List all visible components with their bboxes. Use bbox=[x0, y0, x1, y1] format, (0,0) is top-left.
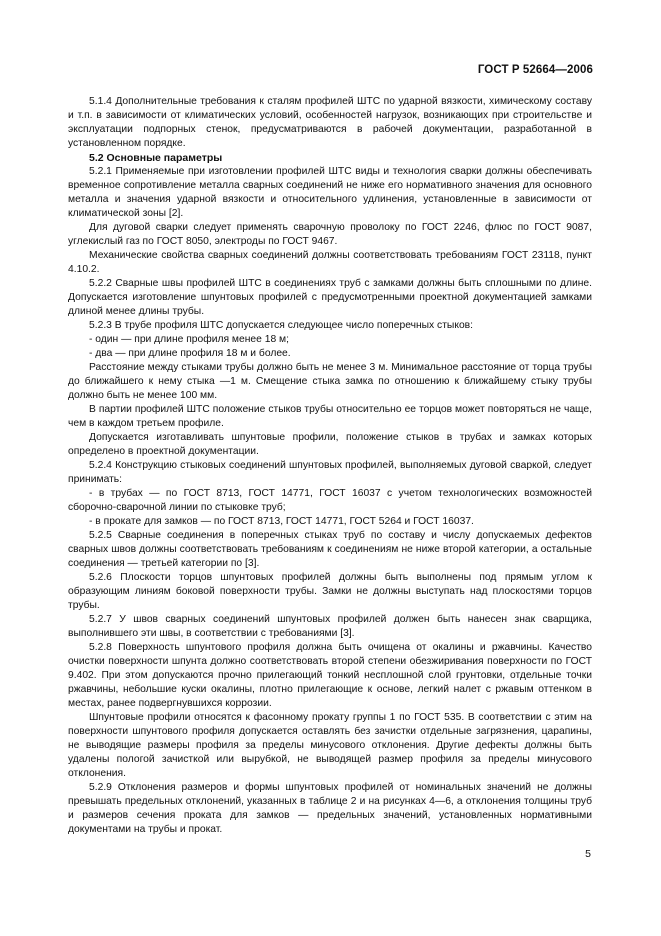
list-item-two: - два — при длине профиля 18 м и более. bbox=[89, 348, 291, 359]
paragraph-5-2-3: 5.2.3 В трубе профиля ШТС допускается следующее число поперечных стыков: bbox=[89, 320, 473, 331]
paragraph-5-2-6: 5.2.6 Плоскости торцов шпунтовых профилей должны быть выполнены под прямым углом к образующим линиям боковой поверхности трубы. Замки не должны выступать над плоскостями торцов трубы. bbox=[68, 572, 592, 611]
list-item-rolled: - в прокате для замков — по ГОСТ 8713, ГОСТ 14771, ГОСТ 5264 и ГОСТ 16037. bbox=[89, 516, 474, 527]
paragraph-5-2-1: 5.2.1 Применяемые при изготовлении профилей ШТС виды и технология сварки должны обеспечивать временное сопротивление металла сварных соединений не ниже его нормативного значения для основного металла и значения ударной вязкости и относительного удлинения, установленные в зависимости от климатической зоны [2]. bbox=[68, 166, 592, 219]
list-item-pipes: - в трубах — по ГОСТ 8713, ГОСТ 14771, ГОСТ 16037 с учетом технологических возможностей сборочно-сварочной линии по стыковке труб; bbox=[68, 488, 592, 513]
paragraph-5-2-4: 5.2.4 Конструкцию стыковых соединений шпунтовых профилей, выполняемых дуговой сваркой, следует принимать: bbox=[68, 460, 592, 485]
paragraph-shaped-rolled: Шпунтовые профили относятся к фасонному прокату группы 1 по ГОСТ 535. В соответствии с этим на поверхности шпунтового профиля допускается оставлять без зачистки отдельные загрязнения, царапины, не выводящие размеры профиля за пределы минусового отклонения. Другие дефекты должны быть удалены пологой зачисткой или вырубкой, не выводящей размер профиля за пределы минусового отклонения. bbox=[68, 712, 592, 779]
paragraph-batch: В партии профилей ШТС положение стыков трубы относительно ее торцов может повторяться не чаще, чем в каждом третьем профиле. bbox=[68, 404, 592, 429]
paragraph-arc-welding: Для дуговой сварки следует применять сварочную проволоку по ГОСТ 2246, флюс по ГОСТ 9087, углекислый газ по ГОСТ 8050, электроды по ГОСТ 9467. bbox=[68, 222, 592, 247]
list-item-one: - один — при длине профиля менее 18 м; bbox=[89, 334, 289, 345]
paragraph-distance: Расстояние между стыками трубы должно быть не менее 3 м. Минимальное расстояние от торца трубы до ближайшего к нему стыка —1 м. Смещение стыка замка по отношению к ближайшему стыку трубы должно быть не менее 100 мм. bbox=[68, 362, 592, 401]
paragraph-5-1-4: 5.1.4 Дополнительные требования к сталям профилей ШТС по ударной вязкости, химическому составу и т.п. в зависимости от климатических условий, особенностей нагрузок, возникающих при строительстве и эксплуатации подпорных стенок, предусматриваются в рабочей документации, разработанной в установленном порядке. bbox=[68, 96, 592, 149]
page-number: 5 bbox=[585, 848, 591, 860]
section-heading-5-2: 5.2 Основные параметры bbox=[89, 152, 223, 164]
paragraph-mechanical: Механические свойства сварных соединений должны соответствовать требованиям ГОСТ 23118, пункт 4.10.2. bbox=[68, 250, 592, 275]
paragraph-5-2-7: 5.2.7 У швов сварных соединений шпунтовых профилей должен быть нанесен знак сварщика, выполнившего эти швы, в соответствии с требованиями [3]. bbox=[68, 614, 592, 639]
paragraph-5-2-9: 5.2.9 Отклонения размеров и формы шпунтовых профилей от номинальных значений не должны превышать предельных отклонений, указанных в таблице 2 и на рисунках 4—6, а отклонения толщины труб и размеров сечения проката для замков — предельных значений, установленных нормативными документами на трубы и прокат. bbox=[68, 782, 592, 835]
paragraph-5-2-2: 5.2.2 Сварные швы профилей ШТС в соединениях труб с замками должны быть сплошными по длине. Допускается изготовление шпунтовых профилей с предусмотренными проектной документацией замками длиной менее длины трубы. bbox=[68, 278, 592, 317]
paragraph-allow: Допускается изготавливать шпунтовые профили, положение стыков в трубах и замках которых определено в проектной документации. bbox=[68, 432, 592, 457]
paragraph-5-2-5: 5.2.5 Сварные соединения в поперечных стыках труб по составу и числу допускаемых дефектов сварных швов должны соответствовать требованиям к соединениям не ниже второй категории, а остальные соединения — третьей категории по [3]. bbox=[68, 530, 592, 569]
document-body bbox=[68, 95, 592, 837]
paragraph-5-2-8: 5.2.8 Поверхность шпунтового профиля должна быть очищена от окалины и ржавчины. Качество очистки поверхности шпунта должно соответствовать второй степени обезжиривания поверхности по ГОСТ 9.402. При этом допускаются прочно прилегающий тонкий несплошной слой грунтовки, отдельные точки ржавчины, небольшие куски окалины, плотно прилегающие к основе, легкий налет с ржавым оттенком в местах, ранее подвергнувшихся коррозии. bbox=[68, 642, 592, 709]
document-header: ГОСТ Р 52664—2006 bbox=[477, 64, 593, 76]
